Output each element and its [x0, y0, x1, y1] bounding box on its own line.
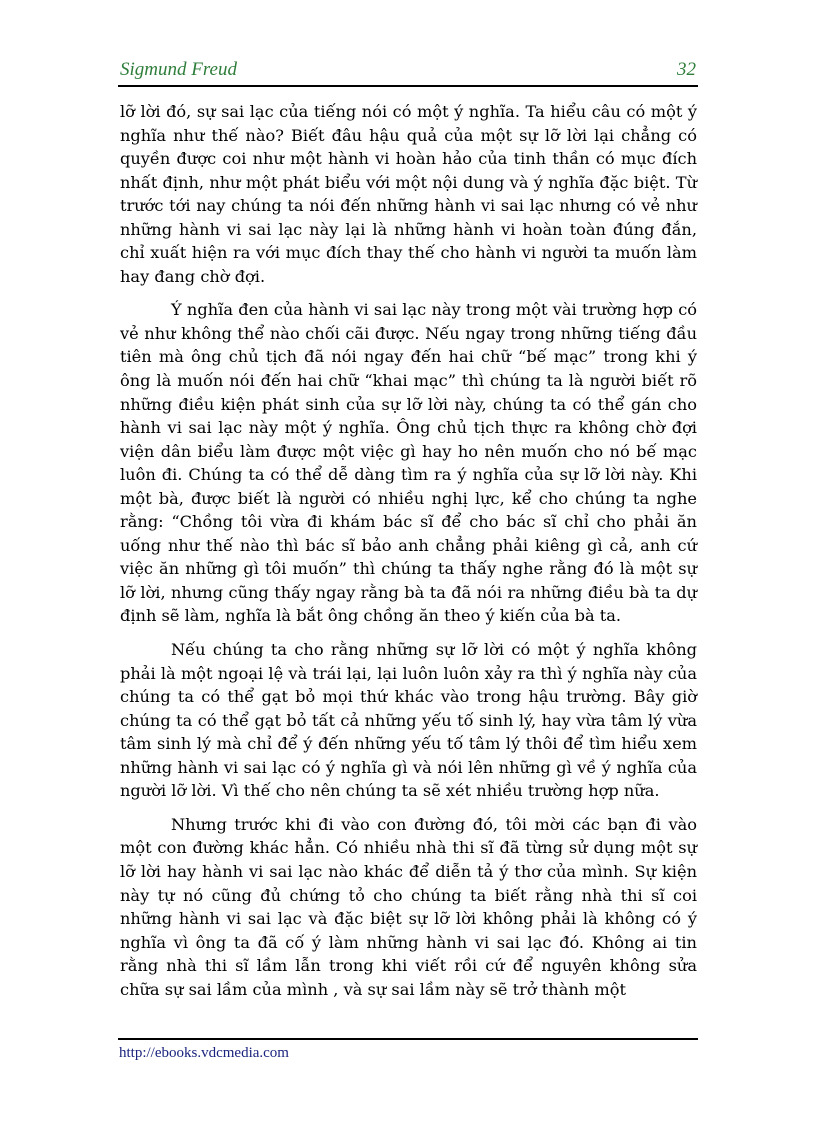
header-author: Sigmund Freud	[120, 59, 237, 80]
page-footer	[118, 1038, 698, 1062]
footer-url-link[interactable]: http://ebooks.vdcmedia.com	[119, 1045, 289, 1061]
paragraph-2: Ý nghĩa đen của hành vi sai lạc này trong một vài trường hợp có vẻ như không thể nào chối cãi được. Nếu ngay trong những tiếng đầu tiên mà ông chủ tịch đã nói ngay đến hai chữ “bế mạc” trong khi ý ông là muốn nói đến hai chữ “khai mạc” thì chúng ta là người biết rõ những điều kiện phát sinh của sự lỡ lời này, chúng ta có thể gán cho hành vi sai lạc này một ý nghĩa. Ông chủ tịch thực ra không chờ đợi viện dân biểu làm được một việc gì hay ho nên muốn cho nó bế mạc luôn đi. Chúng ta có thể dễ dàng tìm ra ý nghĩa của sự lỡ lời này. Khi một bà, được biết là người có nhiều nghị lực, kể cho chúng ta nghe rằng: “Chồng tôi vừa đi khám bác sĩ để cho bác sĩ chỉ cho phải ăn uống như thế nào thì bác sĩ bảo anh chẳng phải kiêng gì cả, anh cứ việc ăn những gì tôi muốn” thì chúng ta thấy nghe rằng đó là một sự lỡ lời, nhưng cũng thấy ngay rằng bà ta đã nói ra những điều bà ta dự định sẽ làm, nghĩa là bắt ông chồng ăn theo ý kiến của bà ta.	[120, 300, 697, 626]
page-header	[118, 57, 698, 87]
page-number: 32	[677, 59, 696, 80]
paragraph-1: lỡ lời đó, sự sai lạc của tiếng nói có một ý nghĩa. Ta hiểu câu có một ý nghĩa như thế nào? Biết đâu hậu quả của một sự lỡ lời lại chẳng có quyền được coi như một hành vi hoàn hảo của tinh thần có mục đích nhất định, như một phát biểu với một nội dung và ý nghĩa đặc biệt. Từ trước tới nay chúng ta nói đến những hành vi sai lạc nhưng có vẻ như những hành vi sai lạc này lại là những hành vi hoàn toàn đúng đắn, chỉ xuất hiện ra với mục đích thay thế cho hành vi người ta muốn làm hay đang chờ đợi.	[120, 102, 697, 286]
paragraph-4: Nhưng trước khi đi vào con đường đó, tôi mời các bạn đi vào một con đường khác hẳn. Có nhiều nhà thi sĩ đã từng sử dụng một sự lỡ lời hay hành vi sai lạc nào khác để diễn tả ý thơ của mình. Sự kiện này tự nó cũng đủ chứng tỏ cho chúng ta biết rằng nhà thi sĩ coi những hành vi sai lạc và đặc biệt sự lỡ lời không phải là không có ý nghĩa vì ông ta đã cố ý làm những hành vi sai lạc đó. Không ai tin rằng nhà thi sĩ lầm lẫn trong khi viết rồi cứ để nguyên không sửa chữa sự sai lầm của mình , và sự sai lầm này sẽ trở thành một	[120, 814, 697, 999]
paragraph-3: Nếu chúng ta cho rằng những sự lỡ lời có một ý nghĩa không phải là một ngoại lệ và trái lại, lại luôn luôn xảy ra thì ý nghĩa này của chúng ta có thể gạt bỏ mọi thứ khác vào trong hậu trường. Bây giờ chúng ta có thể gạt bỏ tất cả những yếu tố sinh lý, hay vừa tâm lý vừa tâm sinh lý mà chỉ để ý đến những yếu tố tâm lý thôi để tìm hiểu xem những hành vi sai lạc có ý nghĩa gì và nói lên những gì về ý nghĩa của người lỡ lời. Vì thế cho nên chúng ta sẽ xét nhiều trường hợp nữa.	[120, 640, 697, 801]
page-body	[120, 100, 697, 1011]
